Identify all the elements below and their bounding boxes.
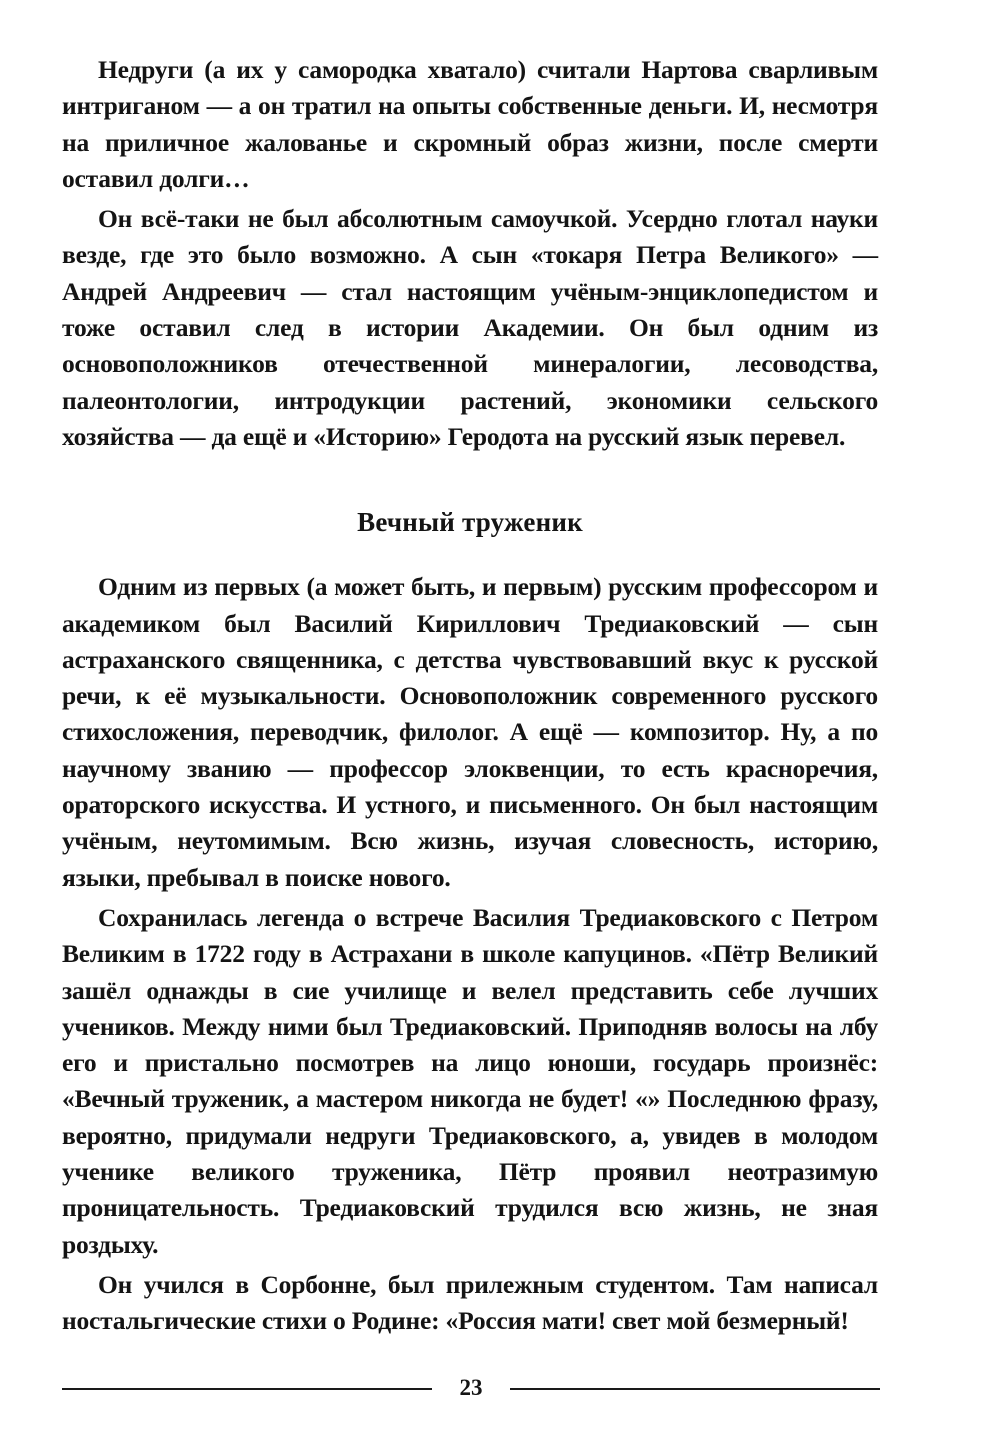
footer-rule-left <box>62 1388 432 1390</box>
paragraph-trediakovsky-sorbonne: Он учился в Сорбонне, был прилежным студентом. Там написал ностальгические стихи о Родине: «Россия мати! свет мой безмерный! <box>62 1269 878 1336</box>
page-number: 23 <box>459 1375 483 1400</box>
page-footer <box>62 1372 880 1404</box>
paragraph-nartov-son: Он всё-таки не был абсолютным самоучкой. Усердно глотал науки везде, где это было возможно. А сын «токаря Петра Великого» — Андрей Андреевич — стал настоящим учёным-энциклопедистом и тоже оставил след в истории Академии. Он был одним из основоположников отечественной минералогии, лесоводства, палеонтологии, интродукции растений, экономики сельского хозяйства — да ещё и «Историю» Геродота на русский язык перевел. <box>62 204 878 451</box>
paragraph-trediakovsky-legend: Сохранилась легенда о встрече Василия Тредиаковского с Петром Великим в 1722 году в Астрахани в школе капуцинов. «Пётр Великий зашёл однажды в сие училище и велел представить себе лучших учеников. Между ними был Тредиаковский. Приподняв волосы на лбу его и пристально посмотрев на лицо юноши, государь произнёс: «Вечный труженик, а мастером никогда не будет! «» Последнюю фразу, вероятно, придумали недруги Тредиаковского, а, увидев в молодом ученике великого труженика, Пётр проявил неотразимую проницательность. Тредиаковский трудился всю жизнь, не зная роздыху. <box>62 902 878 1259</box>
footer-rule-right <box>510 1388 880 1390</box>
book-page <box>62 52 878 1340</box>
paragraph-nartov-critics: Недруги (а их у самородка хватало) считали Нартова сварливым интриганом — а он тратил на опыты собственные деньги. И, несмотря на приличное жалованье и скромный образ жизни, после смерти оставил долги… <box>62 55 878 193</box>
section-heading: Вечный труженик <box>357 507 583 538</box>
paragraph-trediakovsky-intro: Одним из первых (а может быть, и первым) русским профессором и академиком был Василий Кириллович Тредиаковский — сын астраханского священника, с детства чувствовавший вкус к русской речи, к её музыкальности. Основоположник современного русского стихосложения, переводчик, филолог. А ещё — композитор. Ну, а по научному званию — профессор элоквенции, то есть красноречия, ораторского искусства. И устного, и письменного. Он был настоящим учёным, неутомимым. Всю жизнь, изучая словесность, историю, языки, пребывал в поиске нового. <box>62 572 878 892</box>
